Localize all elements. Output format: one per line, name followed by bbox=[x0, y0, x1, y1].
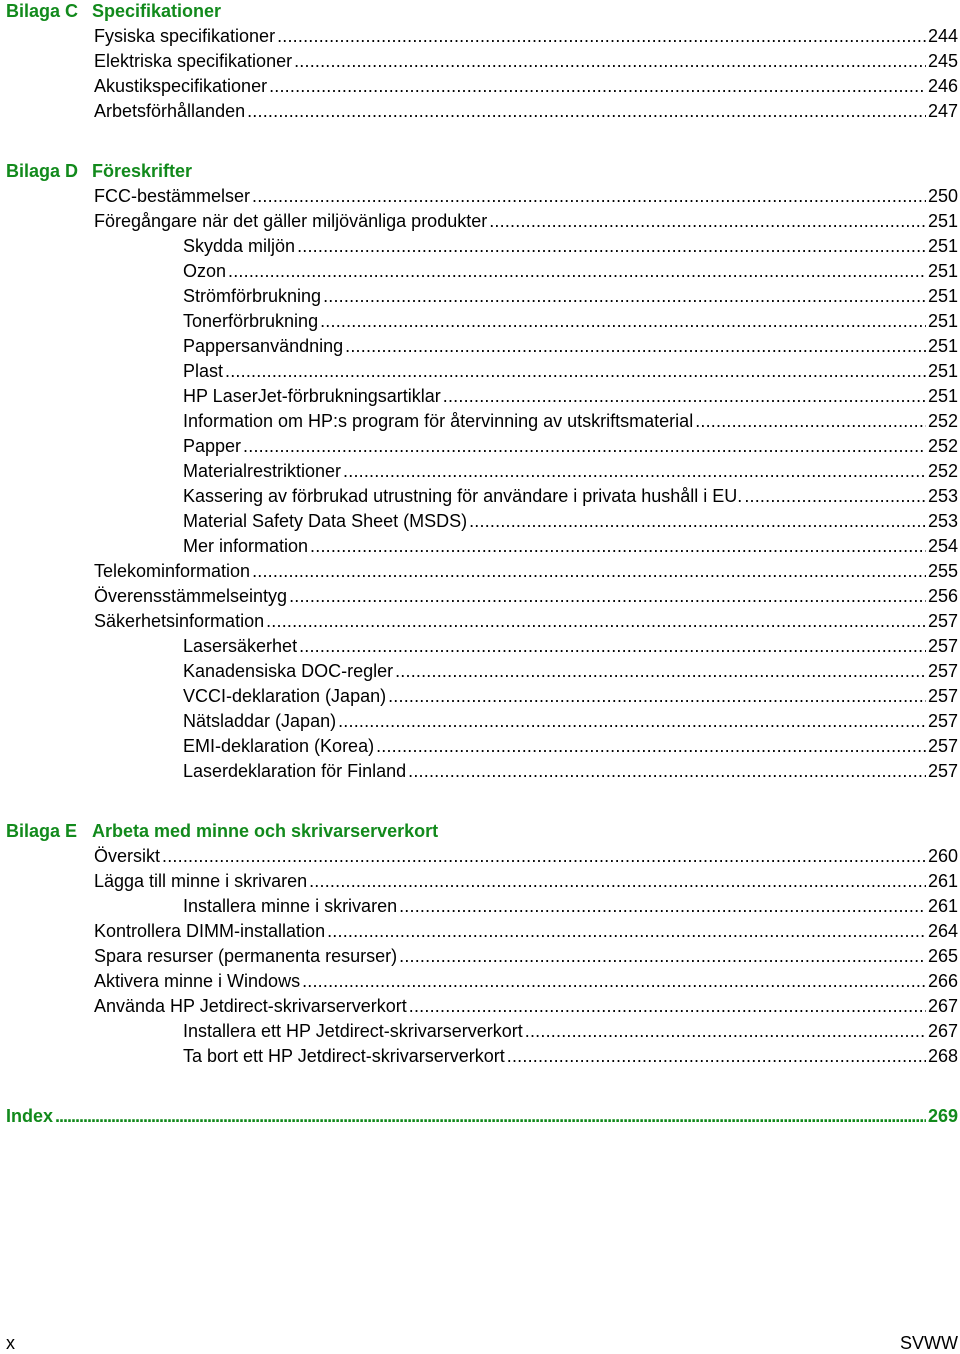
dot-leader bbox=[266, 610, 926, 632]
toc-entry-page: 251 bbox=[927, 211, 958, 231]
toc-entry-page: 255 bbox=[927, 561, 958, 581]
toc-entry[interactable] bbox=[94, 845, 958, 867]
section-heading bbox=[6, 0, 221, 22]
toc-entry-page: 266 bbox=[927, 971, 958, 991]
toc-entry[interactable] bbox=[94, 75, 958, 97]
toc-entry-title: Fysiska specifikationer bbox=[94, 26, 276, 46]
toc-entry-page: 245 bbox=[927, 51, 958, 71]
toc-entry-title: Överensstämmelseintyg bbox=[94, 586, 288, 606]
toc-entry-title: FCC-bestämmelser bbox=[94, 186, 251, 206]
toc-entry-page: 251 bbox=[927, 311, 958, 331]
toc-entry-page: 267 bbox=[927, 1021, 958, 1041]
toc-entry-page: 256 bbox=[927, 586, 958, 606]
toc-entry-title: Spara resurser (permanenta resurser) bbox=[94, 946, 398, 966]
toc-entry-page: 250 bbox=[927, 186, 958, 206]
index-label: Index bbox=[6, 1106, 54, 1126]
toc-entry[interactable] bbox=[183, 660, 958, 682]
dot-leader bbox=[327, 920, 926, 942]
dot-leader bbox=[469, 510, 926, 532]
toc-entry-page: 257 bbox=[927, 661, 958, 681]
section-heading bbox=[6, 820, 438, 842]
toc-entry-title: Materialrestriktioner bbox=[183, 461, 342, 481]
toc-entry-page: 261 bbox=[927, 896, 958, 916]
dot-leader bbox=[376, 735, 926, 757]
toc-entry-title: Installera ett HP Jetdirect-skrivarserverkort bbox=[183, 1021, 523, 1041]
dot-leader bbox=[247, 100, 926, 122]
dot-leader bbox=[744, 485, 926, 507]
toc-entry-page: 246 bbox=[927, 76, 958, 96]
section-label: Bilaga E bbox=[6, 821, 78, 841]
toc-entry-title: EMI-deklaration (Korea) bbox=[183, 736, 375, 756]
dot-leader bbox=[225, 360, 926, 382]
dot-leader bbox=[388, 685, 926, 707]
toc-entry-title: Akustikspecifikationer bbox=[94, 76, 268, 96]
dot-leader bbox=[408, 760, 926, 782]
toc-entry-page: 264 bbox=[927, 921, 958, 941]
toc-entry-page: 257 bbox=[927, 611, 958, 631]
toc-entry[interactable] bbox=[183, 460, 958, 482]
toc-entry-page: 252 bbox=[927, 411, 958, 431]
toc-entry-page: 261 bbox=[927, 871, 958, 891]
toc-entry-title: Nätsladdar (Japan) bbox=[183, 711, 337, 731]
toc-entry-title: Telekominformation bbox=[94, 561, 251, 581]
toc-entry-title: Pappersanvändning bbox=[183, 336, 344, 356]
section-title: Arbeta med minne och skrivarserverkort bbox=[92, 821, 439, 841]
toc-entry[interactable] bbox=[94, 585, 958, 607]
footer-page-number: x bbox=[6, 1333, 15, 1353]
toc-entry[interactable] bbox=[183, 385, 958, 407]
dot-leader bbox=[343, 460, 926, 482]
toc-entry-title: Aktivera minne i Windows bbox=[94, 971, 301, 991]
toc-entry-title: Elektriska specifikationer bbox=[94, 51, 293, 71]
toc-entry[interactable] bbox=[94, 25, 958, 47]
toc-entry-title: Information om HP:s program för återvinning av utskriftsmaterial bbox=[183, 411, 694, 431]
toc-entry[interactable] bbox=[94, 945, 958, 967]
dot-leader bbox=[525, 1020, 926, 1042]
toc-entry[interactable] bbox=[94, 560, 958, 582]
toc-entry[interactable] bbox=[94, 870, 958, 892]
toc-entry[interactable] bbox=[183, 1045, 958, 1067]
toc-entry-page: 253 bbox=[927, 486, 958, 506]
section-title: Specifikationer bbox=[92, 1, 222, 21]
toc-entry[interactable] bbox=[94, 610, 958, 632]
toc-entry-page: 252 bbox=[927, 436, 958, 456]
toc-entry-title: Säkerhetsinformation bbox=[94, 611, 265, 631]
toc-entry[interactable] bbox=[94, 920, 958, 942]
toc-entry-title: Kanadensiska DOC-regler bbox=[183, 661, 394, 681]
toc-entry-page: 247 bbox=[927, 101, 958, 121]
toc-entry-page: 251 bbox=[927, 261, 958, 281]
dot-leader bbox=[55, 1105, 926, 1127]
toc-entry-title: Föregångare när det gäller miljövänliga produkter bbox=[94, 211, 488, 231]
toc-entry[interactable] bbox=[183, 535, 958, 557]
section-label: Bilaga C bbox=[6, 1, 79, 21]
toc-entry-page: 257 bbox=[927, 711, 958, 731]
dot-leader bbox=[252, 185, 926, 207]
toc-entry-title: Material Safety Data Sheet (MSDS) bbox=[183, 511, 468, 531]
dot-leader bbox=[162, 845, 926, 867]
toc-entry-title: Kontrollera DIMM-installation bbox=[94, 921, 326, 941]
toc-entry-title: Översikt bbox=[94, 846, 161, 866]
toc-entry-title: Plast bbox=[183, 361, 224, 381]
dot-leader bbox=[345, 335, 926, 357]
toc-entry[interactable] bbox=[183, 710, 958, 732]
toc-entry-page: 265 bbox=[927, 946, 958, 966]
dot-leader bbox=[228, 260, 926, 282]
toc-entry-title: Ta bort ett HP Jetdirect-skrivarserverkort bbox=[183, 1046, 505, 1066]
toc-entry[interactable] bbox=[183, 410, 958, 432]
section-label: Bilaga D bbox=[6, 161, 79, 181]
dot-leader bbox=[399, 945, 926, 967]
dot-leader bbox=[309, 870, 926, 892]
toc-entry[interactable] bbox=[183, 285, 958, 307]
toc-entry-page: 252 bbox=[927, 461, 958, 481]
section-title: Föreskrifter bbox=[92, 161, 193, 181]
dot-leader bbox=[299, 635, 926, 657]
dot-leader bbox=[294, 50, 926, 72]
toc-entry-page: 257 bbox=[927, 761, 958, 781]
toc-entry-page: 251 bbox=[927, 336, 958, 356]
toc-entry-title: Laserdeklaration för Finland bbox=[183, 761, 407, 781]
footer-publication-code: SVWW bbox=[900, 1333, 958, 1353]
toc-entry[interactable] bbox=[183, 235, 958, 257]
toc-entry-title: VCCI-deklaration (Japan) bbox=[183, 686, 387, 706]
toc-entry[interactable] bbox=[183, 435, 958, 457]
dot-leader bbox=[507, 1045, 926, 1067]
toc-entry[interactable] bbox=[183, 1020, 958, 1042]
toc-entry-page: 251 bbox=[927, 386, 958, 406]
dot-leader bbox=[269, 75, 926, 97]
toc-entry[interactable] bbox=[94, 185, 958, 207]
dot-leader bbox=[489, 210, 926, 232]
toc-entry-page: 251 bbox=[927, 236, 958, 256]
dot-leader bbox=[243, 435, 926, 457]
dot-leader bbox=[409, 995, 926, 1017]
dot-leader bbox=[252, 560, 926, 582]
dot-leader bbox=[297, 235, 926, 257]
dot-leader bbox=[323, 285, 926, 307]
toc-entry[interactable] bbox=[183, 360, 958, 382]
toc-entry-title: Lägga till minne i skrivaren bbox=[94, 871, 308, 891]
toc-entry-title: Strömförbrukning bbox=[183, 286, 322, 306]
toc-entry[interactable] bbox=[183, 335, 958, 357]
dot-leader bbox=[399, 895, 926, 917]
toc-entry-title: Arbetsförhållanden bbox=[94, 101, 246, 121]
toc-entry-page: 257 bbox=[927, 636, 958, 656]
toc-entry-title: Lasersäkerhet bbox=[183, 636, 298, 656]
toc-entry[interactable] bbox=[183, 635, 958, 657]
dot-leader bbox=[320, 310, 926, 332]
toc-entry-title: Tonerförbrukning bbox=[183, 311, 319, 331]
dot-leader bbox=[277, 25, 926, 47]
toc-entry-title: Skydda miljön bbox=[183, 236, 296, 256]
dot-leader bbox=[310, 535, 926, 557]
dot-leader bbox=[695, 410, 926, 432]
dot-leader bbox=[302, 970, 926, 992]
dot-leader bbox=[443, 385, 926, 407]
toc-entry[interactable] bbox=[94, 50, 958, 72]
toc-entry-page: 251 bbox=[927, 286, 958, 306]
dot-leader bbox=[395, 660, 926, 682]
toc-index-entry[interactable] bbox=[6, 1105, 958, 1127]
index-page-number: 269 bbox=[927, 1106, 958, 1126]
toc-entry-page: 257 bbox=[927, 686, 958, 706]
toc-entry[interactable] bbox=[183, 510, 958, 532]
toc-entry-title: Papper bbox=[183, 436, 242, 456]
toc-entry[interactable] bbox=[183, 760, 958, 782]
toc-entry[interactable] bbox=[183, 310, 958, 332]
toc-entry-page: 251 bbox=[927, 361, 958, 381]
toc-entry-title: Mer information bbox=[183, 536, 309, 556]
toc-entry-title: Använda HP Jetdirect-skrivarserverkort bbox=[94, 996, 407, 1016]
toc-entry[interactable] bbox=[183, 895, 958, 917]
toc-entry-title: Ozon bbox=[183, 261, 227, 281]
toc-entry[interactable] bbox=[183, 685, 958, 707]
toc-entry[interactable] bbox=[94, 210, 958, 232]
toc-entry-page: 253 bbox=[927, 511, 958, 531]
toc-entry-page: 260 bbox=[927, 846, 958, 866]
toc-entry-page: 254 bbox=[927, 536, 958, 556]
toc-entry-title: Installera minne i skrivaren bbox=[183, 896, 398, 916]
toc-entry[interactable] bbox=[183, 735, 958, 757]
toc-entry-page: 244 bbox=[927, 26, 958, 46]
toc-entry-title: HP LaserJet-förbrukningsartiklar bbox=[183, 386, 441, 406]
toc-entry-page: 267 bbox=[927, 996, 958, 1016]
toc-entry[interactable] bbox=[94, 995, 958, 1017]
toc-entry-page: 257 bbox=[927, 736, 958, 756]
dot-leader bbox=[289, 585, 926, 607]
toc-entry[interactable] bbox=[94, 100, 958, 122]
section-heading bbox=[6, 160, 192, 182]
toc-entry[interactable] bbox=[183, 260, 958, 282]
toc-entry-page: 268 bbox=[927, 1046, 958, 1066]
toc-entry-title: Kassering av förbrukad utrustning för användare i privata hushåll i EU. bbox=[183, 486, 743, 506]
toc-entry[interactable] bbox=[183, 485, 958, 507]
dot-leader bbox=[338, 710, 926, 732]
toc-entry[interactable] bbox=[94, 970, 958, 992]
